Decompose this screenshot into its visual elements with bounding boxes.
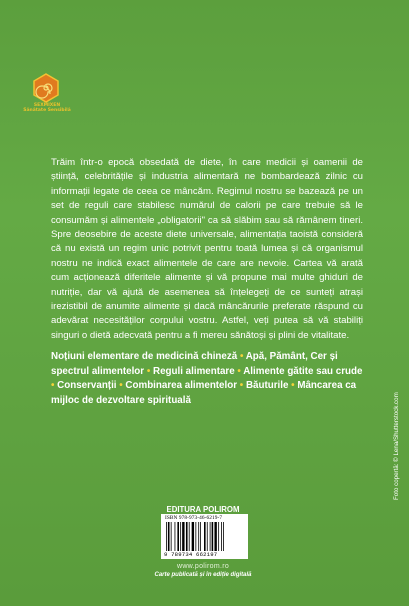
barcode-stripe	[221, 522, 222, 551]
barcode-stripe	[180, 522, 181, 551]
barcode-stripe	[198, 522, 199, 551]
barcode-stripe	[195, 522, 196, 551]
barcode-stripe	[189, 522, 190, 551]
barcode-digits: 9 789734 662197	[164, 551, 218, 558]
barcode-bars	[165, 522, 244, 551]
barcode-box	[161, 514, 248, 559]
barcode-stripe	[171, 522, 172, 551]
barcode-stripe	[212, 522, 214, 551]
hexagon-spiral-icon	[31, 73, 61, 103]
description-blurb: Trăim într-o epocă obsedată de diete, în care medicii și oamenii de știință, celebritățile și industria alimentară ne bombardează zilnic cu informații legate de ceea ce mâncăm. Regimul nostru se bazează pe un set de reguli care stabilesc numărul de calorii pe care trebuie să le consumăm și alimentele „obligatorii" ca să slăbim sau să rămânem tineri. Spre deosebire de aceste diete universale, alimentația taoistă consideră că nu există un regim unic potrivit pentru toată lumea și că organismul nostru ne indică exact alimentele de care are nevoie. Cartea vă arată cum acționează diferitele alimente și vă propune mai multe ghiduri de nutriție, dar vă ajută de asemenea să înțelegeți de ce sunteți atrași irezistibil de anumite alimente și dacă mâncărurile preferate răspund cu adevărat necesităților corpului vostru. Astfel, veți putea să vă stabiliți singuri o dietă adecvată pentru a fi mereu sănătoși și plini de vitalitate.	[51, 157, 363, 341]
logo-text-top: SEXMIXEN	[33, 103, 61, 108]
bullet-separator: •	[119, 380, 123, 392]
barcode-stripe	[223, 522, 224, 551]
barcode-stripe	[200, 522, 201, 551]
website-link[interactable]: www.polirom.ro	[176, 563, 230, 570]
publisher-name: EDITURA POLIROM	[166, 505, 240, 514]
topic-item: Apă, Pământ, Cer și spectrul alimentelor	[51, 351, 338, 377]
topic-item: Noțiuni elementare de medicină chineză	[51, 351, 238, 362]
barcode-stripe	[214, 522, 216, 551]
bullet-separator: •	[291, 380, 295, 392]
bullet-separator: •	[239, 351, 244, 362]
isbn-text: ISBN 978-973-46-6219-7	[165, 515, 223, 521]
barcode-stripe	[204, 522, 206, 551]
barcode-stripe	[207, 522, 208, 551]
digital-edition-note: Carte publicată și în ediție digitală	[154, 572, 252, 578]
barcode-stripe	[175, 522, 176, 551]
topics-list	[51, 350, 363, 408]
bullet-separator: •	[237, 365, 241, 377]
topic-item: Reguli alimentare	[153, 365, 235, 377]
barcode-stripe	[166, 522, 167, 551]
series-logo-text	[23, 103, 71, 113]
logo-text-bottom: Sănătate Sensibilă	[23, 108, 71, 113]
bullet-separator: •	[51, 380, 55, 392]
barcode-stripe	[168, 522, 170, 551]
photo-credit: Foto copertă: © Lena/Shutterstock.com	[393, 392, 400, 500]
topic-item: Mâncarea ca mijloc de dezvoltare spirituală	[51, 380, 357, 406]
topic-item: Băuturile	[245, 380, 289, 392]
barcode-stripe	[192, 522, 194, 551]
barcode-stripe	[210, 522, 211, 551]
barcode-stripe	[186, 522, 188, 551]
barcode-stripe	[177, 522, 179, 551]
bullet-separator: •	[239, 380, 244, 392]
bullet-separator: •	[146, 365, 151, 377]
topic-item: Conservanții	[57, 380, 117, 392]
barcode-stripe	[218, 522, 219, 551]
topic-item: Combinarea alimentelor	[125, 380, 238, 392]
barcode-stripe	[182, 522, 184, 551]
topic-item: Alimente gătite sau crude	[243, 365, 363, 377]
